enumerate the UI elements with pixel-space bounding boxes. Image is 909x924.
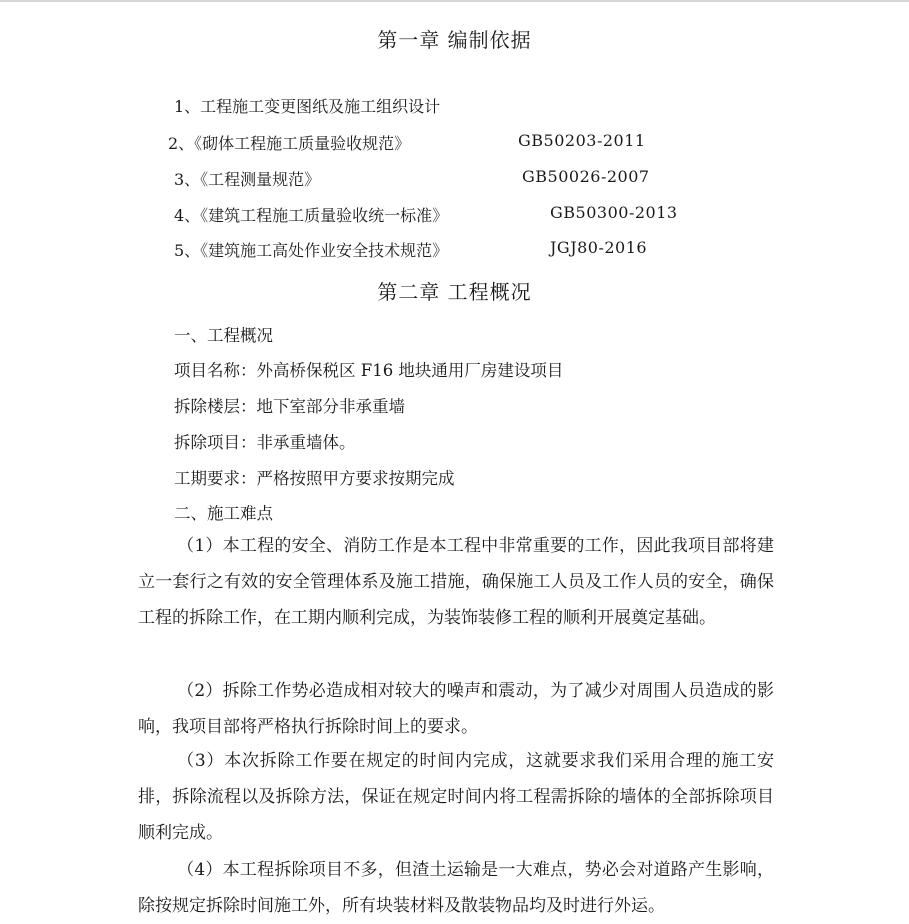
chapter-1-title: 第一章 编制依据: [377, 28, 532, 52]
reference-item-2: 2、《砌体工程施工质量验收规范》: [168, 134, 411, 153]
difficulty-paragraph-4: （4）本工程拆除项目不多，但渣土运输是一大难点，势必会对道路产生影响，除按规定拆除时间施工外，所有块装材料及散装物品均及时进行外运。: [138, 860, 774, 916]
section-heading-overview: 一、工程概况: [174, 326, 273, 345]
project-name-line: 项目名称：外高桥保税区 F16 地块通用厂房建设项目: [174, 361, 564, 380]
reference-code-5: JGJ80-2016: [550, 238, 648, 257]
chapter-2-title: 第二章 工程概况: [377, 280, 532, 304]
demolition-floors-line: 拆除楼层：地下室部分非承重墙: [174, 397, 405, 416]
difficulty-paragraph-2: （2）拆除工作势必造成相对较大的噪声和震动，为了减少对周围人员造成的影响，我项目部将严格执行拆除时间上的要求。: [138, 681, 774, 737]
section-heading-difficulties: 二、施工难点: [174, 504, 273, 523]
page-top-border: [0, 0, 909, 2]
schedule-line: 工期要求：严格按照甲方要求按期完成: [174, 469, 455, 488]
reference-code-3: GB50026-2007: [522, 167, 650, 186]
demolition-items-line: 拆除项目：非承重墙体。: [174, 433, 356, 452]
difficulty-paragraph-1: （1）本工程的安全、消防工作是本工程中非常重要的工作，因此我项目部将建立一套行之有效的安全管理体系及施工措施，确保施工人员及工作人员的安全，确保工程的拆除工作，在工期内顺利完成，为装饰装修工程的顺利开展奠定基础。: [138, 536, 774, 628]
reference-item-3: 3、《工程测量规范》: [174, 170, 321, 189]
reference-code-2: GB50203-2011: [518, 131, 646, 150]
reference-item-4: 4、《建筑工程施工质量验收统一标准》: [174, 206, 449, 225]
reference-item-5: 5、《建筑施工高处作业安全技术规范》: [174, 241, 449, 260]
reference-item-1: 1、工程施工变更图纸及施工组织设计: [174, 97, 441, 116]
reference-code-4: GB50300-2013: [550, 203, 678, 222]
difficulty-paragraph-3: （3）本次拆除工作要在规定的时间内完成，这就要求我们采用合理的施工安排，拆除流程以及拆除方法，保证在规定时间内将工程需拆除的墙体的全部拆除项目顺利完成。: [138, 751, 774, 843]
